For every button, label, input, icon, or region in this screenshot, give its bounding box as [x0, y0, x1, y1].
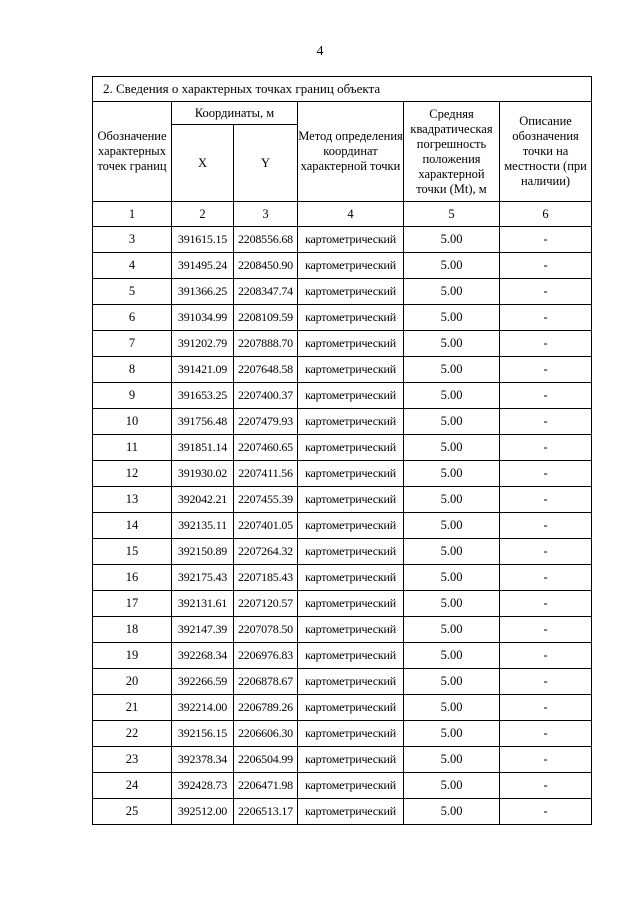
y-coordinate-cell: 2207411.56 — [234, 461, 298, 487]
accuracy-cell: 5.00 — [404, 331, 500, 357]
table-row — [93, 357, 592, 383]
y-coordinate-cell: 2206976.83 — [234, 643, 298, 669]
column-number: 1 — [93, 202, 172, 227]
accuracy-cell: 5.00 — [404, 357, 500, 383]
boundary-points-table — [92, 76, 592, 825]
accuracy-cell: 5.00 — [404, 773, 500, 799]
accuracy-cell: 5.00 — [404, 747, 500, 773]
method-cell: картометрический — [298, 591, 404, 617]
description-cell: - — [500, 487, 592, 513]
description-cell: - — [500, 773, 592, 799]
description-cell: - — [500, 253, 592, 279]
header-accuracy: Средняя квадратическая погрешность положения характерной точки (Mt), м — [404, 102, 500, 202]
table-row — [93, 643, 592, 669]
accuracy-cell: 5.00 — [404, 409, 500, 435]
description-cell: - — [500, 331, 592, 357]
accuracy-cell: 5.00 — [404, 279, 500, 305]
description-cell: - — [500, 591, 592, 617]
point-cell: 6 — [93, 305, 172, 331]
table-row — [93, 461, 592, 487]
point-cell: 24 — [93, 773, 172, 799]
method-cell: картометрический — [298, 487, 404, 513]
point-cell: 17 — [93, 591, 172, 617]
table-row — [93, 253, 592, 279]
description-cell: - — [500, 747, 592, 773]
point-cell: 10 — [93, 409, 172, 435]
y-coordinate-cell: 2207264.32 — [234, 539, 298, 565]
method-cell: картометрический — [298, 357, 404, 383]
x-coordinate-cell: 391202.79 — [172, 331, 234, 357]
point-cell: 18 — [93, 617, 172, 643]
method-cell: картометрический — [298, 305, 404, 331]
header-y: Y — [234, 125, 298, 202]
point-cell: 9 — [93, 383, 172, 409]
table-row — [93, 773, 592, 799]
description-cell: - — [500, 227, 592, 253]
accuracy-cell: 5.00 — [404, 721, 500, 747]
table-row — [93, 617, 592, 643]
description-cell: - — [500, 721, 592, 747]
method-cell: картометрический — [298, 617, 404, 643]
method-cell: картометрический — [298, 435, 404, 461]
y-coordinate-cell: 2208347.74 — [234, 279, 298, 305]
x-coordinate-cell: 392428.73 — [172, 773, 234, 799]
table-row — [93, 435, 592, 461]
description-cell: - — [500, 357, 592, 383]
table-row — [93, 721, 592, 747]
y-coordinate-cell: 2206504.99 — [234, 747, 298, 773]
y-coordinate-cell: 2207120.57 — [234, 591, 298, 617]
y-coordinate-cell: 2208450.90 — [234, 253, 298, 279]
point-cell: 4 — [93, 253, 172, 279]
table-row — [93, 695, 592, 721]
point-cell: 5 — [93, 279, 172, 305]
description-cell: - — [500, 799, 592, 825]
table-body — [93, 227, 592, 825]
method-cell: картометрический — [298, 669, 404, 695]
point-cell: 14 — [93, 513, 172, 539]
table-row — [93, 227, 592, 253]
description-cell: - — [500, 279, 592, 305]
point-cell: 8 — [93, 357, 172, 383]
method-cell: картометрический — [298, 721, 404, 747]
description-cell: - — [500, 435, 592, 461]
point-cell: 15 — [93, 539, 172, 565]
column-number: 4 — [298, 202, 404, 227]
method-cell: картометрический — [298, 565, 404, 591]
table-row — [93, 383, 592, 409]
header-coordinates: Координаты, м — [172, 102, 298, 125]
x-coordinate-cell: 391495.24 — [172, 253, 234, 279]
table-row — [93, 305, 592, 331]
method-cell: картометрический — [298, 695, 404, 721]
point-cell: 13 — [93, 487, 172, 513]
y-coordinate-cell: 2206789.26 — [234, 695, 298, 721]
header-description: Описание обозначения точки на местности (при наличии) — [500, 102, 592, 202]
accuracy-cell: 5.00 — [404, 253, 500, 279]
description-cell: - — [500, 383, 592, 409]
column-number: 6 — [500, 202, 592, 227]
method-cell: картометрический — [298, 331, 404, 357]
description-cell: - — [500, 565, 592, 591]
y-coordinate-cell: 2206513.17 — [234, 799, 298, 825]
table-row — [93, 539, 592, 565]
method-cell: картометрический — [298, 747, 404, 773]
accuracy-cell: 5.00 — [404, 227, 500, 253]
accuracy-cell: 5.00 — [404, 513, 500, 539]
y-coordinate-cell: 2207888.70 — [234, 331, 298, 357]
x-coordinate-cell: 392512.00 — [172, 799, 234, 825]
x-coordinate-cell: 392150.89 — [172, 539, 234, 565]
description-cell: - — [500, 305, 592, 331]
y-coordinate-cell: 2206606.30 — [234, 721, 298, 747]
x-coordinate-cell: 391366.25 — [172, 279, 234, 305]
point-cell: 3 — [93, 227, 172, 253]
accuracy-cell: 5.00 — [404, 617, 500, 643]
accuracy-cell: 5.00 — [404, 487, 500, 513]
y-coordinate-cell: 2207401.05 — [234, 513, 298, 539]
point-cell: 7 — [93, 331, 172, 357]
accuracy-cell: 5.00 — [404, 695, 500, 721]
y-coordinate-cell: 2207185.43 — [234, 565, 298, 591]
accuracy-cell: 5.00 — [404, 305, 500, 331]
method-cell: картометрический — [298, 539, 404, 565]
point-cell: 25 — [93, 799, 172, 825]
description-cell: - — [500, 669, 592, 695]
x-coordinate-cell: 391034.99 — [172, 305, 234, 331]
method-cell: картометрический — [298, 461, 404, 487]
method-cell: картометрический — [298, 799, 404, 825]
column-number: 3 — [234, 202, 298, 227]
description-cell: - — [500, 695, 592, 721]
accuracy-cell: 5.00 — [404, 461, 500, 487]
x-coordinate-cell: 391756.48 — [172, 409, 234, 435]
x-coordinate-cell: 392131.61 — [172, 591, 234, 617]
x-coordinate-cell: 392156.15 — [172, 721, 234, 747]
x-coordinate-cell: 392268.34 — [172, 643, 234, 669]
point-cell: 21 — [93, 695, 172, 721]
x-coordinate-cell: 392266.59 — [172, 669, 234, 695]
method-cell: картометрический — [298, 227, 404, 253]
section-title: 2. Сведения о характерных точках границ объекта — [93, 77, 592, 102]
accuracy-cell: 5.00 — [404, 643, 500, 669]
column-number: 5 — [404, 202, 500, 227]
y-coordinate-cell: 2207460.65 — [234, 435, 298, 461]
table-row — [93, 513, 592, 539]
x-coordinate-cell: 391930.02 — [172, 461, 234, 487]
accuracy-cell: 5.00 — [404, 383, 500, 409]
method-cell: картометрический — [298, 513, 404, 539]
y-coordinate-cell: 2207648.58 — [234, 357, 298, 383]
x-coordinate-cell: 391421.09 — [172, 357, 234, 383]
table-row — [93, 279, 592, 305]
table-row — [93, 799, 592, 825]
table-row — [93, 565, 592, 591]
accuracy-cell: 5.00 — [404, 435, 500, 461]
accuracy-cell: 5.00 — [404, 539, 500, 565]
accuracy-cell: 5.00 — [404, 799, 500, 825]
description-cell: - — [500, 461, 592, 487]
method-cell: картометрический — [298, 253, 404, 279]
y-coordinate-cell: 2207078.50 — [234, 617, 298, 643]
table-row — [93, 331, 592, 357]
x-coordinate-cell: 391615.15 — [172, 227, 234, 253]
table-row — [93, 591, 592, 617]
x-coordinate-cell: 392214.00 — [172, 695, 234, 721]
point-cell: 23 — [93, 747, 172, 773]
x-coordinate-cell: 392042.21 — [172, 487, 234, 513]
accuracy-cell: 5.00 — [404, 591, 500, 617]
y-coordinate-cell: 2206471.98 — [234, 773, 298, 799]
header-method: Метод определения координат характерной точки — [298, 102, 404, 202]
y-coordinate-cell: 2206878.67 — [234, 669, 298, 695]
header-x: X — [172, 125, 234, 202]
y-coordinate-cell: 2208109.59 — [234, 305, 298, 331]
method-cell: картометрический — [298, 279, 404, 305]
description-cell: - — [500, 539, 592, 565]
method-cell: картометрический — [298, 773, 404, 799]
point-cell: 20 — [93, 669, 172, 695]
point-cell: 11 — [93, 435, 172, 461]
table-row — [93, 669, 592, 695]
table-row — [93, 487, 592, 513]
y-coordinate-cell: 2207400.37 — [234, 383, 298, 409]
method-cell: картометрический — [298, 409, 404, 435]
point-cell: 22 — [93, 721, 172, 747]
description-cell: - — [500, 617, 592, 643]
y-coordinate-cell: 2207479.93 — [234, 409, 298, 435]
column-number: 2 — [172, 202, 234, 227]
description-cell: - — [500, 409, 592, 435]
method-cell: картометрический — [298, 643, 404, 669]
accuracy-cell: 5.00 — [404, 565, 500, 591]
y-coordinate-cell: 2207455.39 — [234, 487, 298, 513]
accuracy-cell: 5.00 — [404, 669, 500, 695]
x-coordinate-cell: 392175.43 — [172, 565, 234, 591]
method-cell: картометрический — [298, 383, 404, 409]
description-cell: - — [500, 513, 592, 539]
x-coordinate-cell: 392147.39 — [172, 617, 234, 643]
table-row — [93, 409, 592, 435]
y-coordinate-cell: 2208556.68 — [234, 227, 298, 253]
x-coordinate-cell: 391653.25 — [172, 383, 234, 409]
point-cell: 12 — [93, 461, 172, 487]
x-coordinate-cell: 391851.14 — [172, 435, 234, 461]
x-coordinate-cell: 392135.11 — [172, 513, 234, 539]
point-cell: 19 — [93, 643, 172, 669]
point-cell: 16 — [93, 565, 172, 591]
page-number: 4 — [316, 44, 324, 59]
table-row — [93, 747, 592, 773]
description-cell: - — [500, 643, 592, 669]
x-coordinate-cell: 392378.34 — [172, 747, 234, 773]
header-point-designation: Обозначение характерных точек границ — [93, 102, 172, 202]
